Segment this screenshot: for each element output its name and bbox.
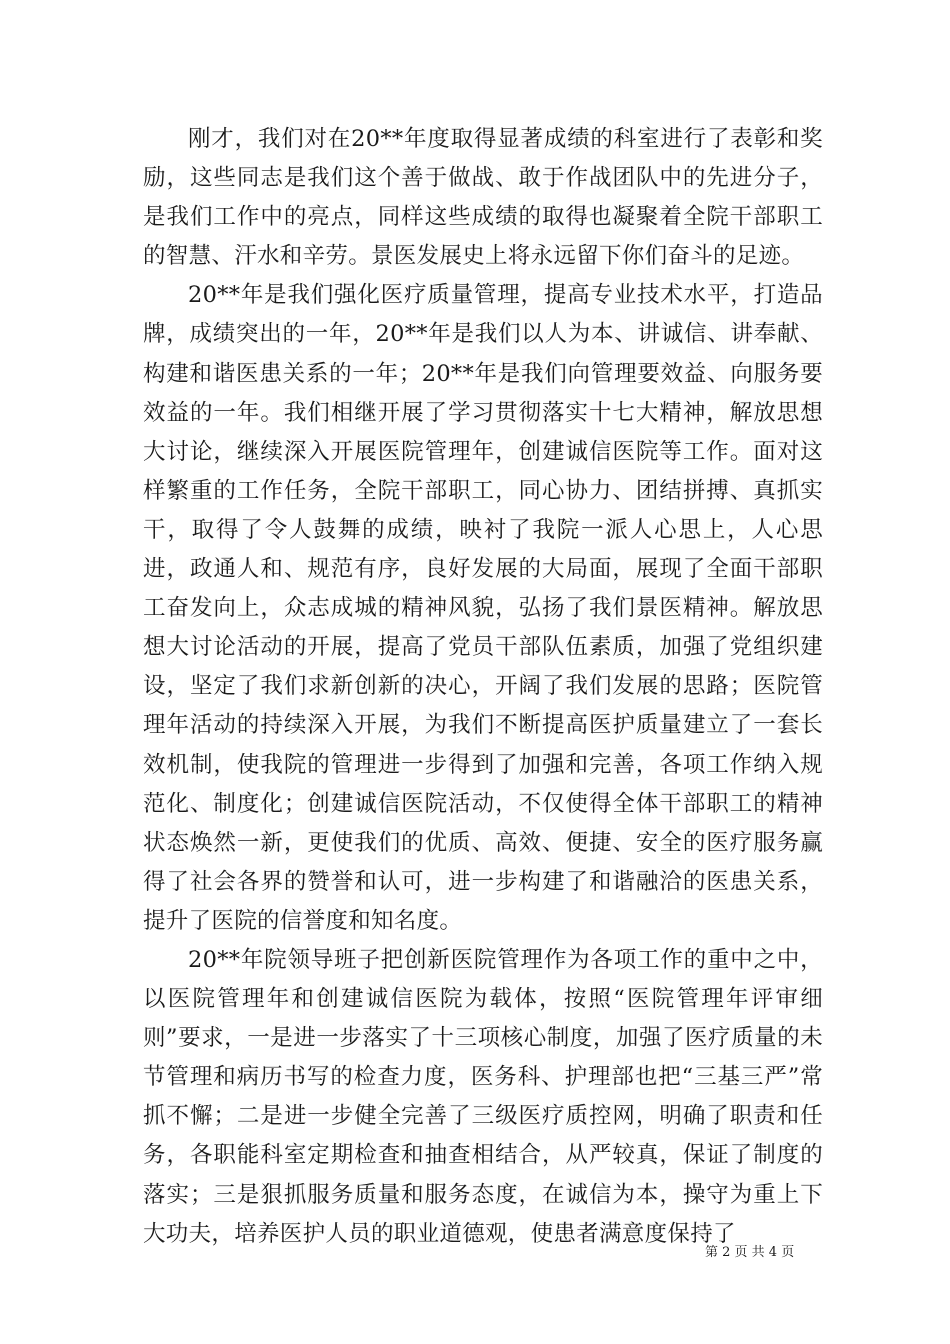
body-text bbox=[143, 120, 823, 1254]
page-number: 第 2 页 共 4 页 bbox=[705, 1245, 795, 1260]
paragraph-commendation: 刚才，我们对在20**年度取得显著成绩的科室进行了表彰和奖励，这些同志是我们这个善于做战、敢于作战团队中的先进分子，是我们工作中的亮点，同样这些成绩的取得也凝聚着全院干部职工的智慧、汗水和辛劳。景医发展史上将永远留下你们奋斗的足迹。 bbox=[143, 126, 823, 270]
paragraph-management-innovation: 20**年院领导班子把创新医院管理作为各项工作的重中之中，以医院管理年和创建诚信医院为载体，按照“医院管理年评审细则”要求，一是进一步落实了十三项核心制度，加强了医疗质量的未节管理和病历书写的检查力度，医务科、护理部也把“三基三严”常抓不懈；二是进一步健全完善了三级医疗质控网，明确了职责和任务，各职能科室定期检查和抽查相结合，从严较真，保证了制度的落实；三是狠抓服务质量和服务态度，在诚信为本，操守为重上下大功夫，培养医护人员的职业道德观，使患者满意度保持了 bbox=[143, 946, 823, 1247]
paragraph-annual-review: 20**年是我们强化医疗质量管理，提高专业技术水平，打造品牌，成绩突出的一年，20**年是我们以人为本、讲诚信、讲奉献、构建和谐医患关系的一年；20**年是我们向管理要效益、向服务要效益的一年。我们相继开展了学习贯彻落实十七大精神，解放思想大讨论，继续深入开展医院管理年，创建诚信医院等工作。面对这样繁重的工作任务，全院干部职工，同心协力、团结拼搏、真抓实干，取得了令人鼓舞的成绩，映衬了我院一派人心思上，人心思进，政通人和、规范有序，良好发展的大局面，展现了全面干部职工奋发向上，众志成城的精神风貌，弘扬了我们景医精神。解放思想大讨论活动的开展，提高了党员干部队伍素质，加强了党组织建设，坚定了我们求新创新的决心，开阔了我们发展的思路；医院管理年活动的持续深入开展，为我们不断提高医护质量建立了一套长效机制，使我院的管理进一步得到了加强和完善，各项工作纳入规范化、制度化；创建诚信医院活动，不仅使得全体干部职工的精神状态焕然一新，更使我们的优质、高效、便捷、安全的医疗服务赢得了社会各界的赞誉和认可，进一步构建了和谐融洽的医患关系，提升了医院的信誉度和知名度。 bbox=[143, 282, 823, 934]
